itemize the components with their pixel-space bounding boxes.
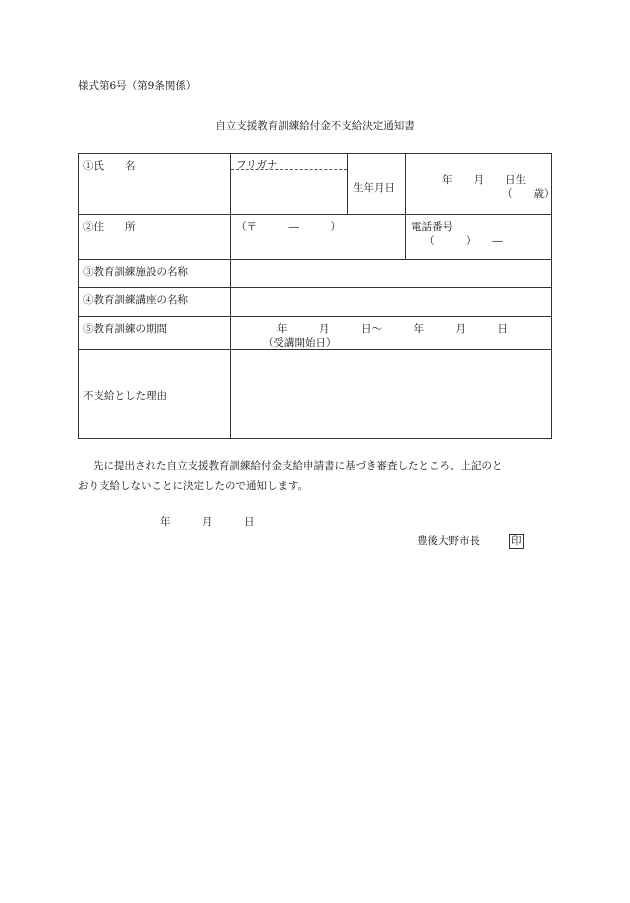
period-value: 年 月 日～ 年 月 日 [277,323,508,335]
course-label: ④教育訓練講座の名称 [83,294,188,306]
address-label: ②住 所 [83,221,136,233]
address-cell [231,215,406,260]
birthdate-label-cell [348,154,406,215]
course-label-cell [79,288,231,317]
postal-value: （〒 ― ） [236,221,341,233]
facility-label: ③教育訓練施設の名称 [83,266,188,278]
phone-value: （ ） ― [424,235,503,247]
document-title: 自立支援教育訓練給付金不支給決定通知書 [215,120,415,132]
furigana-divider [231,169,347,170]
name-label: ①氏 名 [83,160,136,172]
body-line-2: おり支給しないことに決定したので通知します。 [78,480,309,492]
name-label-cell [79,154,231,215]
period-value-cell [231,317,552,350]
name-cell [231,154,348,215]
address-label-cell [79,215,231,260]
course-value-cell [231,288,552,317]
birthdate-value: 年 月 日生 [442,174,526,186]
body-line-1: 先に提出された自立支援教育訓練給付金支給申請書に基づき審査したところ、上記のと [93,460,503,472]
period-label-cell [79,317,231,350]
facility-label-cell [79,260,231,288]
age-value: （ 歳） [502,188,555,200]
reason-value-cell [231,350,552,439]
seal-mark [509,534,524,549]
birthdate-value-cell [406,154,555,215]
facility-value-cell [231,260,552,288]
reason-label-cell [79,350,231,439]
phone-label: 電話番号 [411,221,453,233]
notice-date: 年 月 日 [160,516,255,528]
period-note: （受講開始日） [263,337,337,349]
application-table [78,153,555,439]
signer-name: 豊後大野市長 [417,535,480,547]
reason-label: 不支給とした理由 [83,390,167,402]
seal-stamp: 印 [511,535,522,547]
period-label: ⑤教育訓練の期間 [83,323,167,335]
furigana-label: フリガナ [236,159,278,171]
form-number: 様式第6号（第9条関係） [78,80,197,92]
birthdate-label: 生年月日 [353,182,395,194]
phone-cell [406,215,552,260]
